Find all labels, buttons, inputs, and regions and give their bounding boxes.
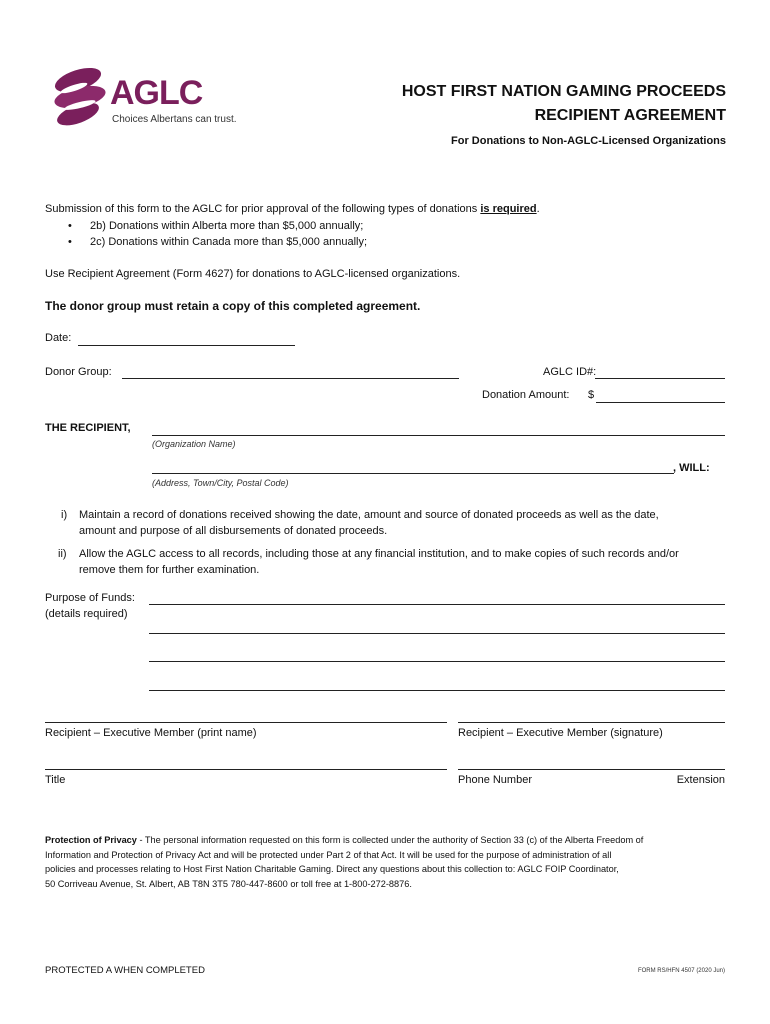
- title-field[interactable]: [45, 769, 447, 770]
- aglc-logo: [50, 66, 240, 128]
- bullet-item-2b: • 2b) Donations within Alberta more than $5,000 annually;: [90, 219, 363, 233]
- obligation-text-line: remove them for further examination.: [79, 564, 260, 576]
- purpose-field-line[interactable]: [149, 633, 725, 634]
- purpose-field-line[interactable]: [149, 690, 725, 691]
- bullet-item-2c: • 2c) Donations within Canada more than $5,000 annually;: [90, 235, 367, 249]
- obligation-text-line: Allow the AGLC access to all records, including those at any financial institution, and to make copies of such records and/or: [79, 548, 679, 560]
- privacy-line: - The personal information requested on this form is collected under the authority of Section 33 (c) of the Alberta Freedom of: [136, 835, 644, 845]
- intro-text: [45, 202, 540, 216]
- form-title-line2: RECIPIENT AGREEMENT: [534, 107, 726, 124]
- privacy-line: Information and Protection of Privacy Act and will be protected under Part 2 of that Act. It will be used for the purpose of administration of all: [45, 849, 612, 860]
- address-caption: (Address, Town/City, Postal Code): [152, 478, 289, 488]
- obligation-number: i): [61, 509, 68, 521]
- form-subtitle: For Donations to Non-AGLC-Licensed Organizations: [451, 135, 726, 147]
- form-number: FORM RS/HFN 4507 (2020 Jun): [637, 968, 725, 974]
- donation-amount-field[interactable]: [596, 402, 725, 403]
- aglc-id-label: AGLC ID#:: [543, 366, 597, 378]
- form-title-line1: HOST FIRST NATION GAMING PROCEEDS: [401, 83, 726, 100]
- address-field[interactable]: [152, 473, 674, 474]
- obligation-text-line: amount and purpose of all disbursements of donated proceeds.: [79, 525, 388, 537]
- logo-tagline: Choices Albertans can trust.: [112, 114, 237, 125]
- privacy-notice: [45, 833, 735, 891]
- aglc-swirl-icon: [50, 66, 112, 126]
- logo-wordmark: AGLC: [110, 74, 203, 112]
- obligation-text-line: Maintain a record of donations received showing the date, amount and source of donated proceeds as well as the date,: [79, 509, 659, 521]
- title-label: Title: [45, 774, 66, 786]
- recipient-agreement-note: Use Recipient Agreement (Form 4627) for donations to AGLC-licensed organizations.: [45, 268, 461, 280]
- phone-number-label: Phone Number: [458, 774, 532, 786]
- date-field[interactable]: [78, 345, 295, 346]
- purpose-details-required: (details required): [45, 608, 128, 620]
- donor-group-field[interactable]: [122, 378, 459, 379]
- print-name-label: Recipient – Executive Member (print name): [45, 727, 257, 739]
- retain-copy-note: The donor group must retain a copy of this completed agreement.: [45, 299, 421, 313]
- intro-lead: Submission of this form to the AGLC for prior approval of the following types of donations: [45, 203, 481, 215]
- extension-label: Extension: [676, 774, 725, 786]
- signature-label: Recipient – Executive Member (signature): [458, 727, 663, 739]
- intro-lead-end: .: [536, 203, 540, 215]
- print-name-field[interactable]: [45, 722, 447, 723]
- will-label: , WILL:: [673, 462, 710, 474]
- signature-field[interactable]: [458, 722, 725, 723]
- the-recipient-label: THE RECIPIENT,: [45, 422, 131, 434]
- donor-group-label: Donor Group:: [45, 366, 112, 378]
- purpose-field-line[interactable]: [149, 661, 725, 662]
- intro-required: is required: [480, 203, 537, 215]
- privacy-line: policies and processes relating to Host First Nation Charitable Gaming. Direct any questions about this collection to: AGLC FOIP Coordinator,: [45, 864, 619, 874]
- organization-name-field[interactable]: [152, 435, 725, 436]
- privacy-line: 50 Corriveau Avenue, St. Albert, AB T8N 3T5 780-447-8600 or toll free at 1-800-272-8876.: [45, 878, 412, 889]
- date-label: Date:: [45, 332, 72, 344]
- phone-field[interactable]: [458, 769, 725, 770]
- donation-amount-label: Donation Amount:: [482, 389, 570, 401]
- purpose-label: Purpose of Funds:: [45, 592, 135, 604]
- currency-symbol: $: [588, 389, 595, 401]
- protected-label: PROTECTED A WHEN COMPLETED: [45, 965, 205, 976]
- privacy-heading: Protection of Privacy: [45, 835, 137, 845]
- purpose-field-line[interactable]: [149, 604, 725, 605]
- organization-name-caption: (Organization Name): [152, 439, 236, 449]
- obligation-number: ii): [58, 548, 67, 560]
- aglc-id-field[interactable]: [595, 378, 725, 379]
